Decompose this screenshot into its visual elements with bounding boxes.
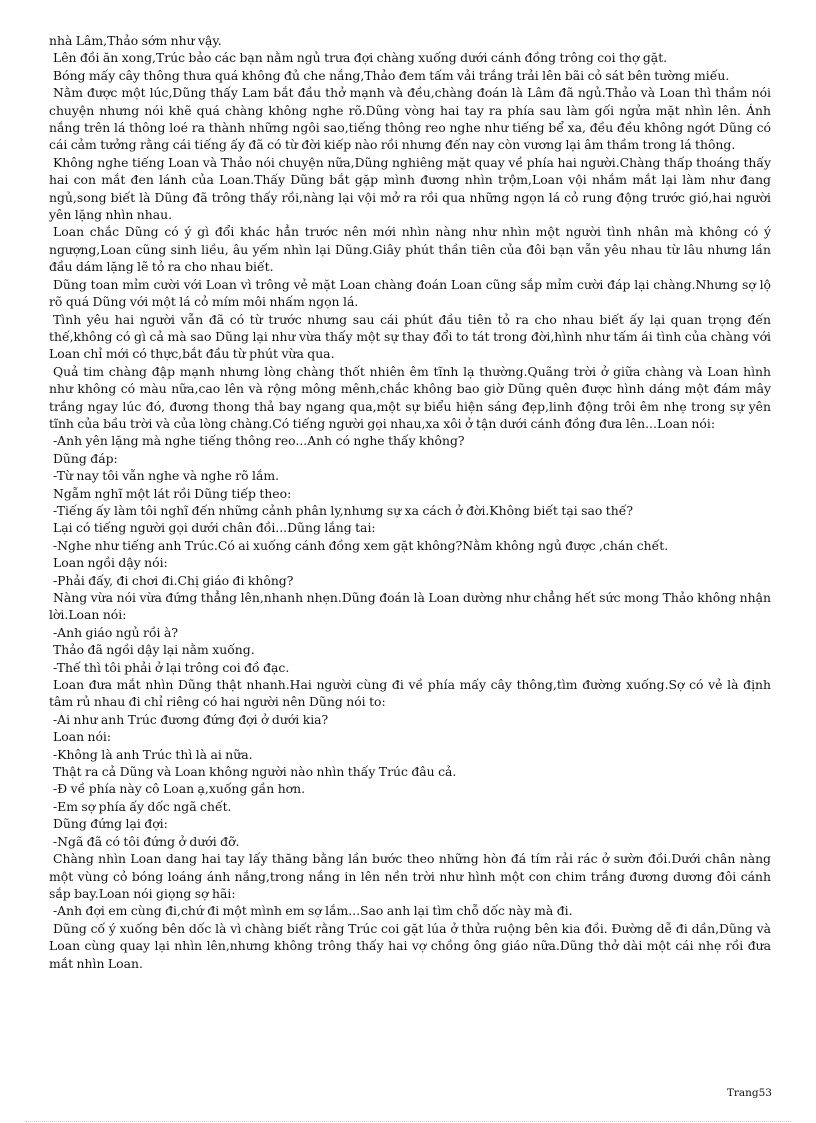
dialogue-line: -Nghe như tiếng anh Trúc.Có ai xuống cánh đồng xem gặt không?Nằm không ngủ được ,chán chết. (53, 537, 669, 553)
page-bottom-divider (25, 1121, 791, 1122)
paragraph: Thật ra cả Dũng và Loan không người nào nhìn thấy Trúc đâu cả. (53, 764, 457, 780)
dialogue-line: -Ngã đã có tôi đứng ở dưới đỡ. (53, 833, 240, 849)
paragraph: Loan nói: (53, 729, 112, 745)
paragraph: Dũng đứng lại đợi: (53, 816, 168, 832)
dialogue-line: -Anh đợi em cùng đi,chứ đi một mình em sợ lắm...Sao anh lại tìm chỗ dốc này mà đi. (53, 903, 573, 919)
dialogue-line: -Em sợ phía ấy dốc ngã chết. (53, 798, 232, 814)
paragraph: Bóng mấy cây thông thưa quá không đủ che nắng,Thảo đem tấm vải trắng trải lên bãi cỏ sát bên tường miếu. (53, 67, 730, 83)
paragraph: Thảo đã ngồi dậy lại nằm xuống. (53, 642, 255, 658)
dialogue-line: -Thế thì tôi phải ở lại trông coi đồ đạc. (53, 659, 290, 675)
paragraph: Không nghe tiếng Loan và Thảo nói chuyện nữa,Dũng nghiêng mặt quay về phía hai người.Chàng thấp thoáng thấy hai con mắt đen lánh của Loan.Thấy Dũng bắt gặp mình đương nhìn trộm,Loan vội nhắm mắt lại làm như đang ngủ,song biết là Dũng đã trông thấy rồi,nàng lại vội mở ra rồi qua những ngọn lá cỏ rung động trước gió,hai người yên lặng nhìn nhau. (49, 154, 771, 223)
dialogue-line: -Đ về phía này cô Loan ạ,xuống gần hơn. (53, 781, 306, 797)
dialogue-line: -Anh giáo ngủ rồi à? (53, 624, 178, 640)
paragraph: Dũng cố ý xuống bên dốc là vì chàng biết rằng Trúc coi gặt lúa ở thửa ruộng bên kia đồi. Đường dễ đi dần,Dũng và Loan cùng quay lại nhìn lên,nhưng không trông thấy hai vợ chồng ông giáo nữa.Dũng thở dài một cái nhẹ rồi đưa mắt nhìn Loan. (49, 920, 771, 971)
paragraph: Loan ngồi dậy nói: (53, 555, 168, 571)
paragraph: Quả tim chàng đập mạnh nhưng lòng chàng thốt nhiên êm tĩnh lạ thường.Quãng trời ở giữa chàng và Loan hình như không có màu nữa,cao lên và rộng mông mênh,chắc không bao giờ Dũng quên được hình dáng một đám mây trắng ngay lúc đó, đương thong thả bay ngang qua,một sự biểu hiện sáng đẹp,linh động trôi êm nhẹ trong sự yên tĩnh của bầu trời và của lòng chàng.Có tiếng người gọi nhau,xa xôi ở tận dưới cánh đồng đưa lên...Loan nói: (49, 363, 771, 431)
paragraph: nhà Lâm,Thảo sớm như vậy. (49, 33, 222, 48)
paragraph: Tình yêu hai người vẫn đã có từ trước nhưng sau cái phút đầu tiên tỏ ra cho nhau biết ấy lại quan trọng đến thế,không có gì cả mà sao Dũng lại như vừa thấy một sự thay đổi to tát trong đời,hình như tấm ái tình của chàng với Loan chỉ mới có thực,bắt đầu từ phút vừa qua. (49, 311, 771, 362)
paragraph: Dũng toan mỉm cười với Loan vì trông vẻ mặt Loan chàng đoán Loan cũng sắp mỉm cười đáp lại chàng.Nhưng sợ lộ rõ quá Dũng với một lá cỏ mím môi nhấm ngọn lá. (49, 276, 771, 310)
page-number: Trang53 (726, 1087, 772, 1099)
dialogue-line: -Từ nay tôi vẫn nghe và nghe rõ lắm. (53, 468, 280, 484)
paragraph: Nàng vừa nói vừa đứng thẳng lên,nhanh nhẹn.Dũng đoán là Loan dường như chẳng hết sức mong Thảo không nhận lời.Loan nói: (49, 590, 771, 623)
dialogue-line: -Phải đấy, đi chơi đi.Chị giáo đi không? (53, 572, 294, 588)
paragraph: Loan đưa mắt nhìn Dũng thật nhanh.Hai người cùng đi về phía mấy cây thông,tìm đường xuống.Sợ có vẻ là định tâm rủ nhau đi chỉ riêng có hai người nên Dũng nói to: (49, 677, 771, 710)
paragraph: Lại có tiếng người gọi dưới chân đồi...Dũng lắng tai: (53, 520, 376, 536)
dialogue-line: -Không là anh Trúc thì là ai nữa. (53, 746, 253, 762)
paragraph: Loan chắc Dũng có ý gì đổi khác hẳn trước nên mới nhìn nàng như nhìn một người tình nhân mà không có ý ngượng,Loan cũng sinh liều, âu yếm nhìn lại Dũng.Giây phút thần tiên của đôi bạn vẫn yêu nhau từ lâu nhưng lần đầu dám lặng lẽ tỏ ra cho nhau biết. (49, 224, 771, 275)
page-text-body (49, 32, 771, 972)
paragraph: Ngẫm nghĩ một lát rồi Dũng tiếp theo: (53, 485, 292, 501)
paragraph: Dũng đáp: (53, 450, 118, 466)
dialogue-line: -Anh yên lặng mà nghe tiếng thông reo...Anh có nghe thấy không? (53, 433, 465, 449)
paragraph: Nằm được một lúc,Dũng thấy Lam bắt đầu thở mạnh và đều,chàng đoán là Lâm đã ngủ.Thảo và Loan thì thầm nói chuyện nhưng nói khẽ quá chàng không nghe rõ.Dũng vòng hai tay ra phía sau làm gối ngửa mặt nhìn lên. Ánh nắng trên lá thông loé ra thành những ngôi sao,tiếng thông reo nghe như tiếng bể xa, đều đều không ngớt Dũng có cái cảm tưởng rằng cái tiếng ấy đã có từ đời kiếp nào rồi nhưng đến nay còn vương lại âm thầm trong lá thông. (49, 85, 771, 153)
dialogue-line: -Ai như anh Trúc đương đứng đợi ở dưới kia? (53, 711, 329, 727)
paragraph: Chàng nhìn Loan dang hai tay lấy thăng bằng lần bước theo những hòn đá tím rải rác ở sườn đồi.Dưới chân nàng một vùng cỏ bóng loáng ánh nắng,trong nắng in lên nền trời như hình một con chim trắng đương dương đôi cánh sắp bay.Loan nói giọng sợ hãi: (49, 851, 771, 901)
paragraph: Lên đồi ăn xong,Trúc bảo các bạn nằm ngủ trưa đợi chàng xuống dưới cánh đồng trông coi thợ gặt. (53, 50, 668, 66)
dialogue-line: -Tiếng ấy làm tôi nghĩ đến những cảnh phân ly,nhưng sự xa cách ở đời.Không biết tại sao thế? (53, 502, 633, 518)
